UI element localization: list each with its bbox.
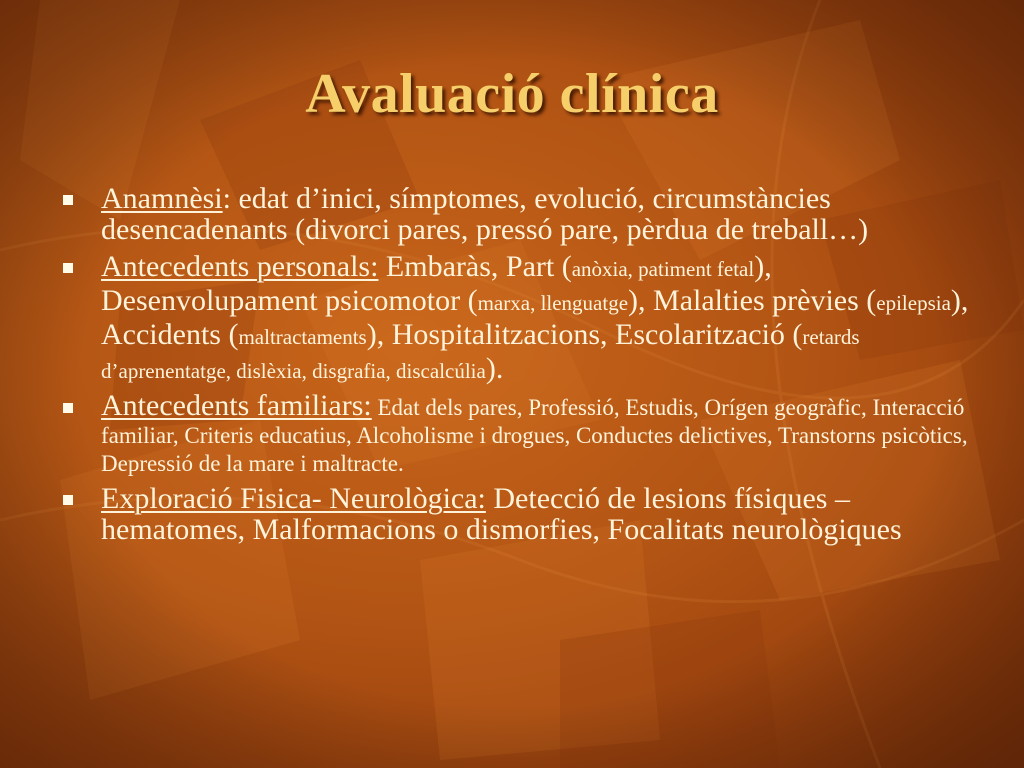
square-bullet-icon bbox=[63, 263, 73, 273]
bullet-detail: anòxia, patiment fetal bbox=[571, 257, 755, 281]
bullet-text: Edat dels pares, Professió, Estudis, Orígen geogràfic, Interacció familiar, Criteris educatius, Alcoholisme i drogues, Conductes delictives, Transtorns psicòtics, Depressió de la mare i maltracte. bbox=[101, 395, 968, 476]
bullet-text: ), Malalties prèvies ( bbox=[628, 284, 877, 317]
slide-title: Avaluació clínica bbox=[305, 63, 719, 125]
bullet-item-anamnesi bbox=[56, 183, 976, 245]
bullet-text: ), Hospitalitzacions, Escolarització ( bbox=[366, 318, 803, 351]
bullet-heading: Exploració Fisica- Neurològica: bbox=[101, 482, 486, 515]
bullet-list bbox=[56, 183, 976, 551]
bullet-detail: maltractaments bbox=[238, 325, 367, 349]
bullet-item-antecedents-personals bbox=[56, 251, 976, 387]
bullet-text: ). bbox=[485, 352, 504, 385]
bullet-detail: retards d’aprenentatge, dislèxia, disgrafia, discalcúlia bbox=[101, 325, 860, 383]
bullet-heading: Antecedents familiars: bbox=[101, 389, 372, 422]
bullet-text: : edat d’inici, símptomes, evolució, circumstàncies desencadenants (divorci pares, pressó pare, pèrdua de treball…) bbox=[101, 182, 869, 246]
bullet-detail: marxa, llenguatge bbox=[477, 291, 629, 315]
bullet-text: ), Desenvolupament psicomotor ( bbox=[101, 250, 772, 317]
bullet-item-exploracio bbox=[56, 483, 976, 545]
bullet-heading: Antecedents personals: bbox=[101, 250, 379, 283]
bullet-text: ), Accidents ( bbox=[101, 284, 969, 351]
square-bullet-icon bbox=[63, 495, 73, 505]
bullet-detail: epilepsia bbox=[876, 291, 951, 315]
square-bullet-icon bbox=[63, 195, 73, 205]
bullet-text: Embaràs, Part ( bbox=[378, 250, 572, 283]
bullet-text: Detecció de lesions físiques – hematomes, Malformacions o dismorfies, Focalitats neurològiques bbox=[101, 482, 902, 546]
bullet-item-antecedents-familiars bbox=[56, 389, 976, 477]
square-bullet-icon bbox=[63, 403, 73, 413]
bullet-heading: Anamnèsi bbox=[101, 182, 223, 215]
